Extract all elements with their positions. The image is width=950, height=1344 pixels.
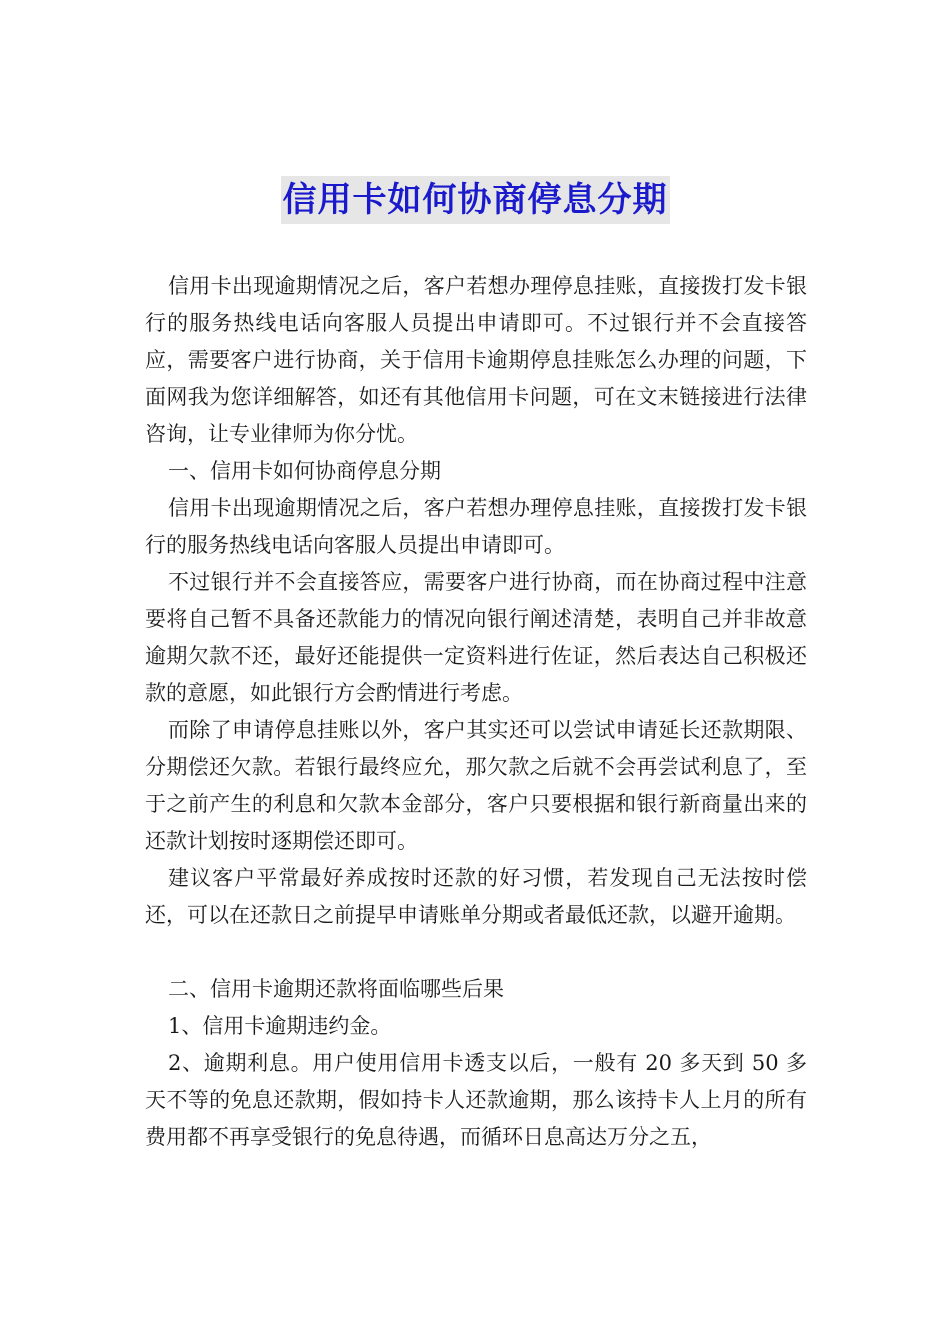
section-heading-2: 二、信用卡逾期还款将面临哪些后果 bbox=[168, 977, 504, 1001]
paragraph: 信用卡出现逾期情况之后，客户若想办理停息挂账，直接拨打发卡银行的服务热线电话向客服人员提出申请即可。 bbox=[145, 496, 807, 557]
paragraph: 建议客户平常最好养成按时还款的好习惯，若发现自己无法按时偿还，可以在还款日之前提早申请账单分期或者最低还款，以避开逾期。 bbox=[145, 866, 807, 927]
document-title-text: 信用卡如何协商停息分期 bbox=[281, 176, 670, 224]
section-heading-1: 一、信用卡如何协商停息分期 bbox=[168, 459, 441, 483]
paragraph: 而除了申请停息挂账以外，客户其实还可以尝试申请延长还款期限、分期偿还欠款。若银行最终应允，那欠款之后就不会再尝试利息了，至于之前产生的利息和欠款本金部分，客户只要根据和银行新商量出来的还款计划按时逐期偿还即可。 bbox=[145, 718, 807, 853]
document-title bbox=[0, 176, 950, 224]
list-item: 1、信用卡逾期违约金。 bbox=[168, 1014, 392, 1038]
document-body bbox=[145, 268, 807, 1156]
blank-line bbox=[145, 934, 807, 971]
paragraph: 不过银行并不会直接答应，需要客户进行协商，而在协商过程中注意要将自己暂不具备还款能力的情况向银行阐述清楚，表明自己并非故意逾期欠款不还，最好还能提供一定资料进行佐证，然后表达自己积极还款的意愿，如此银行方会酌情进行考虑。 bbox=[145, 570, 807, 705]
list-item: 2、逾期利息。用户使用信用卡透支以后，一般有 20 多天到 50 多天不等的免息还款期，假如持卡人还款逾期，那么该持卡人上月的所有费用都不再享受银行的免息待遇，而循环日息高达万分之五， bbox=[145, 1051, 807, 1149]
intro-paragraph: 信用卡出现逾期情况之后，客户若想办理停息挂账，直接拨打发卡银行的服务热线电话向客服人员提出申请即可。不过银行并不会直接答应，需要客户进行协商，关于信用卡逾期停息挂账怎么办理的问题，下面网我为您详细解答，如还有其他信用卡问题，可在文末链接进行法律咨询，让专业律师为你分忧。 bbox=[145, 274, 807, 446]
